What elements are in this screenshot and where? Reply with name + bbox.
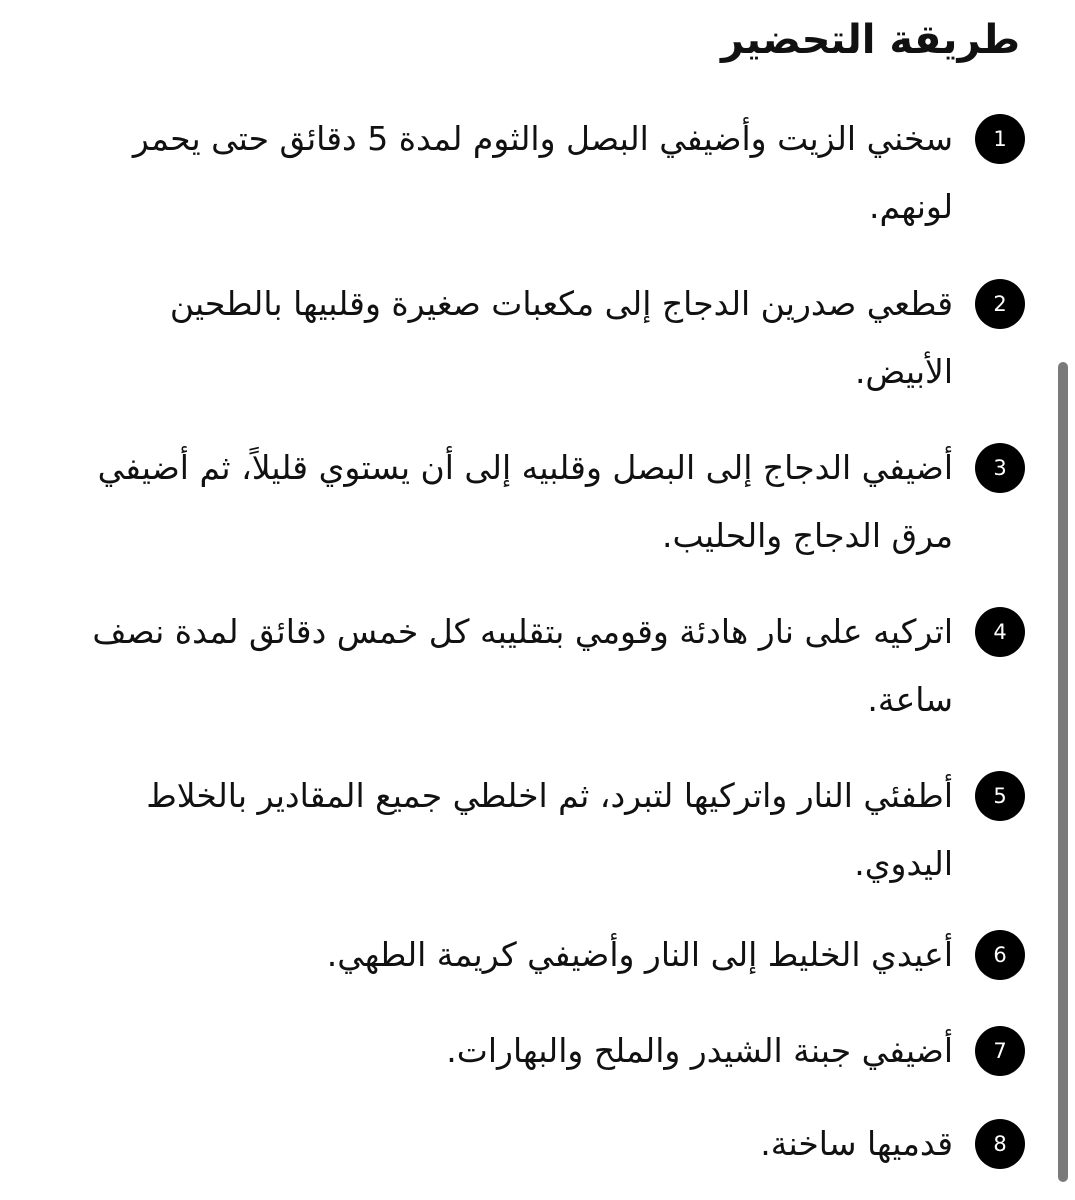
section-heading: طريقة التحضير: [720, 17, 1020, 63]
step-item: [65, 1017, 1025, 1085]
step-number-badge: 6: [975, 930, 1025, 980]
step-text: قدميها ساخنة.: [760, 1124, 953, 1163]
step-text: أعيدي الخليط إلى النار وأضيفي كريمة الطهي.: [326, 935, 953, 974]
step-item: [65, 270, 1025, 406]
step-number-badge: 5: [975, 771, 1025, 821]
vertical-scrollbar[interactable]: [1058, 362, 1068, 1182]
step-number-badge: 4: [975, 607, 1025, 657]
step-text: أضيفي جبنة الشيدر والملح والبهارات.: [446, 1031, 953, 1070]
step-text: أطفئي النار واتركيها لتبرد، ثم اخلطي جميع المقادير بالخلاط اليدوي.: [146, 776, 953, 883]
step-text: أضيفي الدجاج إلى البصل وقلبيه إلى أن يستوي قليلاً، ثم أضيفي مرق الدجاج والحليب.: [97, 448, 953, 555]
step-number-badge: 8: [975, 1119, 1025, 1169]
step-item: [65, 921, 1025, 989]
step-item: [65, 762, 1025, 898]
step-item: [65, 598, 1025, 734]
step-number-badge: 7: [975, 1026, 1025, 1076]
step-text: قطعي صدرين الدجاج إلى مكعبات صغيرة وقلبيها بالطحين الأبيض.: [169, 284, 953, 391]
step-text: سخني الزيت وأضيفي البصل والثوم لمدة 5 دقائق حتى يحمر لونهم.: [132, 119, 953, 226]
step-text: اتركيه على نار هادئة وقومي بتقليبه كل خمس دقائق لمدة نصف ساعة.: [92, 612, 953, 719]
step-number-badge: 1: [975, 114, 1025, 164]
step-number-badge: 3: [975, 443, 1025, 493]
step-number-badge: 2: [975, 279, 1025, 329]
step-item: [65, 105, 1025, 241]
step-item: [65, 1110, 1025, 1178]
step-item: [65, 434, 1025, 570]
